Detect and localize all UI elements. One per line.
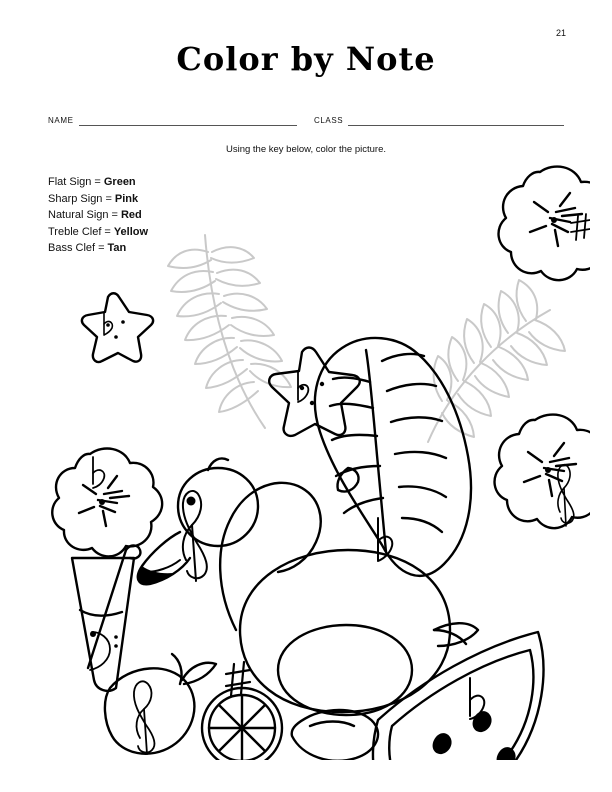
key-color: Green xyxy=(103,176,136,188)
watermelon-slice xyxy=(373,632,543,760)
key-color: Pink xyxy=(114,192,139,205)
palm-frond-right xyxy=(428,280,565,442)
sharp-icon-hibiscus-top xyxy=(571,214,590,240)
coloring-artwork xyxy=(30,160,590,760)
hibiscus-mid-right xyxy=(495,415,590,529)
hibiscus-top-right xyxy=(499,167,590,281)
key-equals: = xyxy=(94,176,101,188)
key-term: Flat Sign xyxy=(48,176,92,188)
page-number: 21 xyxy=(555,28,566,38)
name-field-rule[interactable] xyxy=(79,115,297,126)
hibiscus-left xyxy=(52,448,162,556)
key-color: Red xyxy=(120,209,142,221)
key-equals: = xyxy=(98,242,105,254)
starfish-left xyxy=(82,293,153,362)
key-equals: = xyxy=(111,209,118,221)
key-term: Natural Sign xyxy=(48,209,109,221)
key-term: Treble Clef xyxy=(48,225,102,238)
key-equals: = xyxy=(105,192,112,205)
name-field[interactable] xyxy=(48,115,297,126)
key-term: Sharp Sign xyxy=(48,192,103,205)
page-title xyxy=(0,40,612,78)
treble-clef-icon-lemon xyxy=(134,681,155,754)
key-term: Bass Clef xyxy=(48,242,96,254)
drink-glass xyxy=(72,546,140,691)
key-color: Yellow xyxy=(113,225,149,238)
palm-frond-left xyxy=(168,235,291,428)
class-field-label: CLASS xyxy=(314,116,344,125)
lemon-whole xyxy=(105,654,216,754)
flat-icon-hibiscus-left xyxy=(93,457,104,488)
instruction-text: Using the key below, color the picture. xyxy=(225,144,386,155)
name-field-label: NAME xyxy=(48,116,74,125)
flamingo-float xyxy=(138,458,478,760)
page-title-text: Color by Note xyxy=(176,40,436,78)
student-info-row xyxy=(48,112,564,126)
lemon-slice xyxy=(202,688,282,760)
key-equals: = xyxy=(104,225,111,238)
class-field[interactable] xyxy=(314,115,564,126)
class-field-rule[interactable] xyxy=(348,115,564,126)
key-color: Tan xyxy=(107,242,127,254)
treble-clef-icon-flamingo xyxy=(183,491,207,581)
